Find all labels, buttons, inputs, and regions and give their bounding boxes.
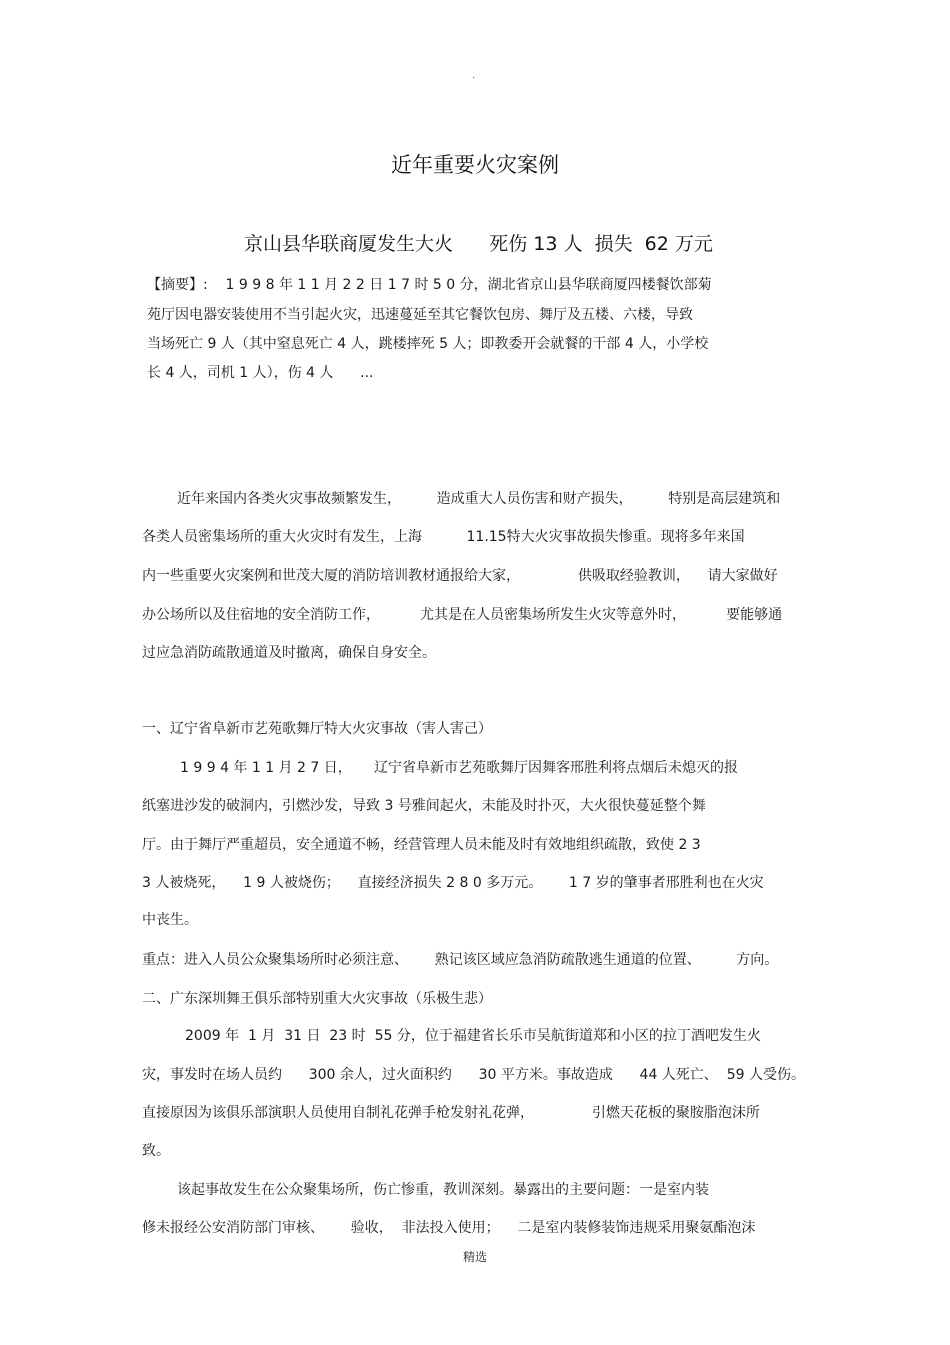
paragraph-line: 过应急消防疏散通道及时撤离，确保自身安全。 (142, 645, 436, 661)
abstract-line: 当场死亡 9 人（其中窒息死亡 4 人，跳楼摔死 5 人；即教委开会就餐的干部 4 人，小学校 (147, 336, 709, 352)
case-1-note: 重点：进入人员公众聚集场所时必须注意、 熟记该区域应急消防疏散逃生通道的位置、 方向。 (142, 952, 779, 968)
document-title: 近年重要火灾案例 (391, 153, 559, 177)
article-subtitle: 京山县华联商厦发生大火 死伤 13 人 损失 62 万元 (244, 233, 713, 255)
paragraph-line: 修未报经公安消防部门审核、 验收， 非法投入使用； 二是室内装修装饰违规采用聚氨酯泡沫 (142, 1220, 756, 1236)
paragraph-line: 灾，事发时在场人员约 300 余人，过火面积约 30 平方米。事故造成 44 人死亡、 59 人受伤。 (142, 1067, 805, 1083)
paragraph-line: 中丧生。 (142, 912, 198, 928)
paragraph-line: 3 人被烧死， 1 9 人被烧伤； 直接经济损失 2 8 0 多万元。 1 7 岁的肇事者邢胜利也在火灾 (142, 875, 764, 891)
paragraph-line: 2009 年 1 月 31 日 23 时 55 分，位于福建省长乐市吴航街道郑和小区的拉丁酒吧发生火 (185, 1028, 761, 1044)
paragraph-line: 致。 (142, 1143, 170, 1159)
paragraph-line: 该起事故发生在公众聚集场所，伤亡惨重，教训深刻。暴露出的主要问题：一是室内装 (177, 1182, 709, 1198)
paragraph-line: 近年来国内各类火灾事故频繁发生， 造成重大人员伤害和财产损失， 特别是高层建筑和 (177, 491, 781, 507)
paragraph-line: 各类人员密集场所的重大火灾时有发生，上海 11.15特大火灾事故损失惨重。现将多年来国 (142, 529, 745, 545)
paragraph-line: 厅。由于舞厅严重超员，安全通道不畅，经营管理人员未能及时有效地组织疏散，致使 2 3 (142, 837, 701, 853)
paragraph-line: 直接原因为该俱乐部演职人员使用自制礼花弹手枪发射礼花弹， 引燃天花板的聚胺脂泡沫所 (142, 1105, 760, 1121)
paragraph-line: 1 9 9 4 年 1 1 月 2 7 日， 辽宁省阜新市艺苑歌舞厅因舞客邢胜利将点烟后未熄灭的报 (180, 760, 739, 776)
header-dot: . (472, 70, 476, 81)
abstract-line: 苑厅因电器安装使用不当引起火灾，迅速蔓延至其它餐饮包房、舞厅及五楼、六楼，导致 (147, 307, 693, 323)
case-2-heading: 二、广东深圳舞王俱乐部特别重大火灾事故（乐极生悲） (142, 991, 492, 1007)
paragraph-line: 内一些重要火灾案例和世茂大厦的消防培训教材通报给大家， 供吸取经验教训， 请大家做好 (142, 568, 778, 584)
paragraph-line: 纸塞进沙发的破洞内，引燃沙发，导致 3 号雅间起火，未能及时扑灭，大火很快蔓延整个舞 (142, 798, 706, 814)
abstract-line: 【摘要】: 1 9 9 8 年 1 1 月 2 2 日 1 7 时 5 0 分，湖北省京山县华联商厦四楼餐饮部菊 (147, 277, 712, 293)
page-footer: 精选 (462, 1250, 487, 1264)
paragraph-line: 办公场所以及住宿地的安全消防工作， 尤其是在人员密集场所发生火灾等意外时， 要能够通 (142, 607, 783, 623)
case-1-heading: 一、辽宁省阜新市艺苑歌舞厅特大火灾事故（害人害己） (142, 721, 492, 737)
abstract-line: 长 4 人，司机 1 人），伤 4 人 ... (147, 365, 374, 381)
